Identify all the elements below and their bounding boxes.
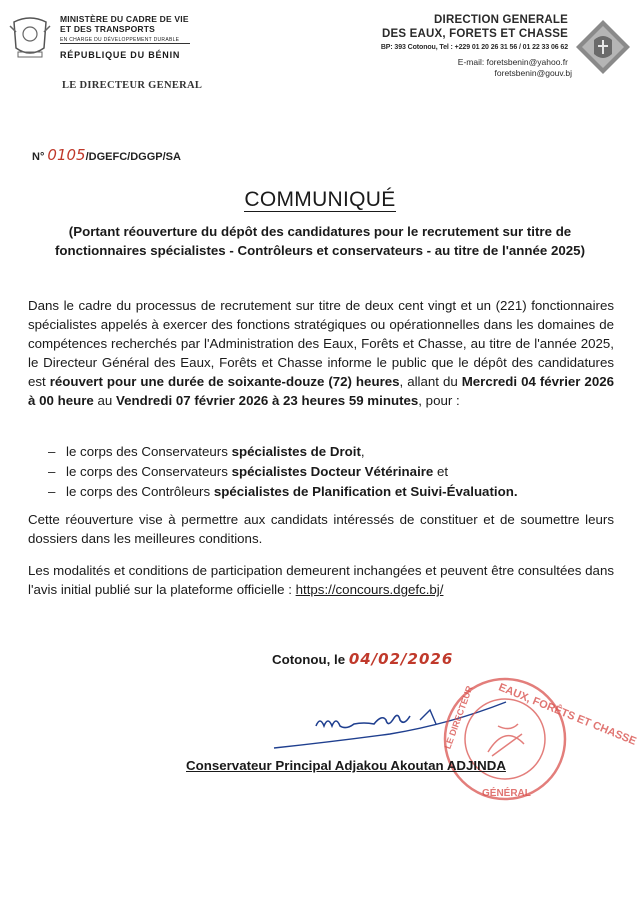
- list-item: [48, 462, 608, 482]
- signatory-name: Conservateur Principal Adjakou Akoutan ADJINDA: [186, 758, 506, 773]
- email-line2: foretsbenin@gouv.bj: [494, 68, 572, 78]
- place-label: Cotonou, le: [272, 652, 346, 667]
- list-item-emphasis: spécialistes de Droit: [231, 444, 361, 459]
- list-item: [48, 482, 608, 502]
- list-item-emphasis: spécialistes de Planification et Suivi-Évaluation.: [213, 484, 518, 499]
- dgefc-logo-icon: [574, 18, 632, 76]
- list-item-suffix: et: [433, 464, 449, 479]
- list-item-text: le corps des Conservateurs: [66, 444, 232, 459]
- svg-text:LE DIRECTEUR: LE DIRECTEUR: [442, 684, 475, 751]
- paragraph-intro-part3: au: [93, 393, 116, 408]
- ministry-name-line2: ET DES TRANSPORTS: [60, 24, 156, 34]
- list-item-text: le corps des Contrôleurs: [66, 484, 214, 499]
- direction-name-line1: DIRECTION GENERALE: [434, 14, 568, 26]
- reference-number: [32, 146, 181, 164]
- ministry-name-line3: EN CHARGE DU DÉVELOPPEMENT DURABLE: [60, 37, 180, 43]
- paragraph-purpose: Cette réouverture vise à permettre aux candidats intéressés de constituer et de soumettre leurs dossiers dans les meilleures conditions.: [28, 512, 614, 546]
- director-general-heading: LE DIRECTEUR GENERAL: [62, 80, 203, 91]
- end-date: Vendredi 07 février 2026 à 23 heures 59 minutes: [115, 393, 419, 408]
- svg-text:EAUX, FORÊTS ET CHASSE: EAUX, FORÊTS ET CHASSE: [496, 681, 638, 748]
- paragraph-conditions: [28, 561, 614, 599]
- start-date: Mercredi 04 février 2026 à 00 heure: [28, 374, 615, 408]
- direction-name-line2: DES EAUX, FORETS ET CHASSE: [381, 28, 568, 40]
- reference-handwritten-number: 0105: [47, 146, 86, 164]
- place-and-date: [272, 650, 453, 668]
- list-item: [48, 442, 608, 462]
- reference-prefix: N°: [32, 151, 45, 163]
- paragraph-intro-part2: , allant du: [399, 374, 462, 389]
- document-subtitle: (Portant réouverture du dépôt des candidatures pour le recrutement sur titre de fonctionnaires spécialistes - Contrôleurs et conservateurs - au titre de l'année 2025): [54, 224, 586, 258]
- paragraph-intro-part1: Dans le cadre du processus de recrutement sur titre de deux cent vingt et un (221) fonctionnaires spécialistes appelés à exercer des fonctions stratégiques ou opérationnelles dans les domaines de compétences recherchés par l'Administration des Eaux, Forêts et Chasse, au titre de l'année 2025, le Directeur Général des Eaux, Forêts et Chasse informe le public que le dépôt des candidatures est: [28, 298, 614, 389]
- contact-info: BP: 393 Cotonou, Tel : +229 01 20 26 31 56 / 01 22 33 06 62: [380, 44, 568, 51]
- document-title-text: COMMUNIQUÉ: [244, 188, 396, 211]
- list-item-emphasis: spécialistes Docteur Vétérinaire: [231, 464, 434, 479]
- header-divider: [60, 43, 190, 44]
- list-item-suffix: ,: [360, 444, 365, 459]
- handwritten-date: 04/02/2026: [348, 650, 454, 668]
- paragraph-conditions-text: Les modalités et conditions de participation demeurent inchangées et peuvent être consultées dans l'avis initial publié sur la plateforme officielle :: [28, 563, 614, 597]
- benin-coat-of-arms-icon: [6, 12, 54, 62]
- corps-list: [48, 442, 608, 502]
- official-seal-icon: [440, 674, 638, 804]
- paragraph-intro-part4: , pour :: [418, 393, 460, 408]
- platform-link[interactable]: https://concours.dgefc.bj/: [295, 582, 444, 597]
- list-item-text: le corps des Conservateurs: [66, 464, 232, 479]
- document-title: [0, 188, 640, 212]
- ministry-name-line1: MINISTÈRE DU CADRE DE VIE: [60, 14, 189, 24]
- email-line1: E-mail: foretsbenin@yahoo.fr: [457, 57, 568, 67]
- svg-text:GÉNÉRAL: GÉNÉRAL: [482, 788, 531, 799]
- reopening-duration: réouvert pour une durée de soixante-douze (72) heures: [49, 374, 400, 389]
- paragraph-intro: [28, 296, 614, 410]
- republic-name: RÉPUBLIQUE DU BÉNIN: [60, 50, 181, 60]
- reference-suffix: /DGEFC/DGGP/SA: [85, 151, 181, 163]
